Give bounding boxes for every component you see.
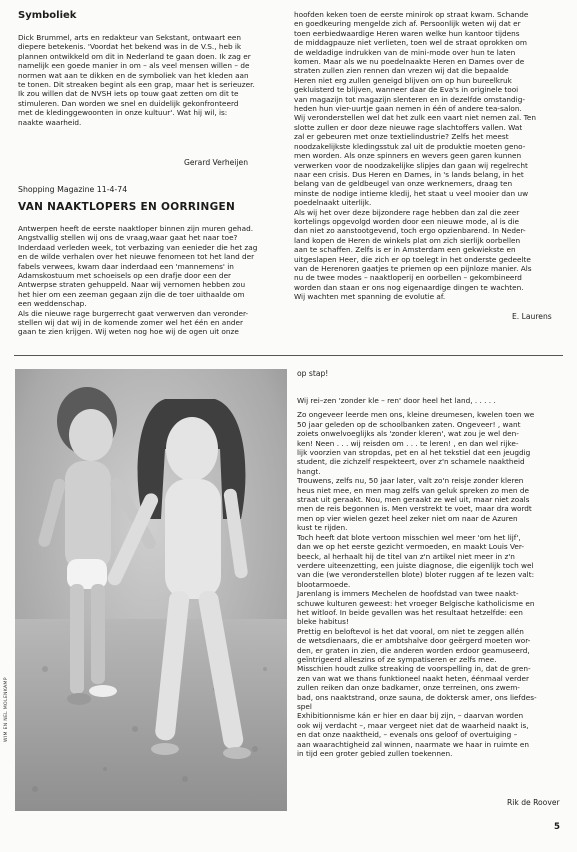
text-line: land kopen de Heren de winkels plat om zich sierlijk oorbellen	[294, 235, 521, 245]
text-line: hangt.	[297, 466, 321, 476]
text-line: geïntrigeerd alleszins of ze sympatiseren er zelfs mee.	[297, 654, 497, 664]
text-line: hoofden keken toen de eerste minirok op straat kwam. Schande	[294, 10, 529, 19]
text-line: Als die nieuwe rage burgerrecht gaat verwerven dan veronder-	[18, 308, 249, 318]
text-line: zullen reiken dan onze badkamer, onze terreinen, ons zwem-	[297, 683, 520, 693]
text-line: kortelings opgevolgd worden door een nieuwe mode, al is die	[294, 216, 519, 226]
symboliek-author: Gerard Verheijen	[184, 158, 249, 167]
text-line: in tijd een groter gebied zullen toekennen.	[297, 749, 453, 759]
text-line: plannen ontwikkeld om dit in Nederland te gaan doen. Ik zag er	[18, 51, 251, 61]
text-line: worden dan staan er ons nog eigenaardige dingen te wachten.	[294, 282, 524, 292]
symboliek-heading: Symboliek	[18, 10, 77, 21]
text-line: kust te rijden.	[297, 523, 348, 533]
text-line: Wij wachten met spanning de evolutie af.	[294, 292, 446, 302]
text-line: aan waarachtigheid zal winnen, naarmate we haar in ruimte en	[297, 739, 530, 749]
text-line: minste de nodige intieme kledij, het staat u veel mooier dan uw	[294, 188, 529, 198]
text-line: blootarmoede.	[297, 579, 351, 589]
essay-author: Rik de Roover	[507, 798, 560, 807]
text-line: bad, ons naaktstrand, onze sauna, de doktersk amer, ons liefdes-	[297, 692, 537, 702]
text-line: de weldadige indrukken van de mini-mode over hun te laten	[294, 47, 516, 57]
article-source: Shopping Magazine 11-4-74	[18, 185, 128, 194]
text-line: Ik zou willen dat de NVSH iets op touw gaat zetten om dit te	[18, 89, 239, 99]
text-line: namelijk een goede manier in om – als veel mensen willen – de	[18, 61, 250, 71]
photo-credit: WIM EN NEL MOLENKAMP	[4, 677, 9, 742]
text-line: men op vier wielen gezet heel zeker niet om naar de Azuren	[297, 513, 518, 523]
text-line: en de wilde verhalen over het nieuwe fenomeen tot het land der	[18, 252, 255, 262]
text-line: straten zullen zien rennen dan vrezen wij dat die bepaalde	[294, 66, 509, 76]
text-line: stellen wij dat wij in de komende zomer wel het één en ander	[18, 318, 243, 328]
text-line: komen. Maar als we nu poedelnaakte Heren en Dames over de	[294, 57, 525, 67]
text-line: slotte zullen er door deze nieuwe rage slachtoffers vallen. Wat	[294, 122, 523, 132]
text-line: stimuleren. Dan worden we snel en duidelijk gekonfronteerd	[18, 98, 239, 108]
text-line: Wij rei–zen 'zonder kle – ren' door heel het land, . . . . .	[297, 396, 496, 405]
article-title: VAN NAAKTLOPERS EN OORRINGEN	[18, 201, 236, 213]
text-line: ken! Neen . . . wij reisden om . . . te leren! , en dan wel rijke-	[297, 438, 519, 448]
text-line: verdere uiteenzetting, een juiste diagnose, die eigenlijk toch wel	[297, 560, 534, 570]
text-line: student, die zichzelf respekteert, over z'n schamele naaktheid	[297, 457, 525, 467]
essay-intro: op stap!	[297, 369, 329, 378]
article-body-left	[18, 224, 282, 337]
text-line: men de reis begonnen is. Men verstrekt te voet, maar dra wordt	[297, 504, 532, 514]
text-line: een weddenschap.	[18, 299, 87, 309]
text-line: naar een crisis. Dus Heren en Dames, in 's lands belang, in het	[294, 169, 524, 179]
text-line: naakte waarheid.	[18, 117, 82, 127]
essay-body	[297, 396, 565, 758]
article-author: E. Laurens	[512, 312, 552, 321]
text-line: Antwerpen heeft de eerste naaktloper binnen zijn muren gehad.	[18, 224, 254, 233]
text-line: bleke habitus!	[297, 617, 349, 627]
text-line: en dat onze naaktheid, – evenals ons geloof of overtuiging –	[297, 730, 518, 740]
text-line: uitgeslapen Heer, die zich er op toelegt in het onderste gedeelte	[294, 254, 531, 264]
text-line: van die (we veronderstellen blote) bloter ruggen af te lezen valt:	[297, 570, 535, 580]
text-line: belang van de geldbeugel van onze werknemers, draag ten	[294, 179, 513, 189]
text-line: Exhibitionnisme kán er hier en daar bij zijn, – daarvan worden	[297, 711, 524, 721]
text-line: heus niet mee, en men mag zelfs van geluk spreken zo men de	[297, 485, 529, 495]
text-line: Zo ongeveer leerde men ons, kleine dreumesen, kwelen toen we	[297, 410, 535, 420]
text-line: zal er gebeuren met onze textielindustrie? Zelfs het meest	[294, 132, 509, 142]
text-line: Wij veronderstellen wel dat het zulk een vaart niet nemen zal. Ten	[294, 113, 536, 123]
text-line: 50 jaar geleden op de schoolbanken zaten. Ongeveer! , want	[297, 419, 521, 429]
text-line: aan te schaffen. Zelfs is er in Amsterdam een gekwiekste en	[294, 245, 516, 255]
text-line: zoiets onwelvoeglijks als 'zonder kleren', wat zou je wel den-	[297, 429, 519, 439]
text-line: Dick Brummel, arts en redakteur van Sekstant, ontwaart een	[18, 33, 242, 42]
text-line: den, er graten in zien, die anderen worden erdoor geamuseerd,	[297, 645, 530, 655]
text-line: de wetsdienaars, die er ambtshalve door geërgerd moeten wor-	[297, 636, 531, 646]
text-line: toen eerbiedwaardige Heren waren welke hun kantoor tijdens	[294, 28, 520, 38]
article-body-right	[294, 10, 564, 302]
text-line: spel	[297, 702, 312, 711]
text-line: Prettig en beloftevol is het dat vooral, om niet te zeggen allén	[297, 626, 524, 636]
text-line: diepere betekenis. 'Voordat het bekend was in de V.S., heb ik	[18, 42, 242, 52]
text-line: noodzakelijkste kledingsstuk zal uit de produktie moeten geno-	[294, 141, 526, 151]
page-number: 5	[554, 822, 560, 832]
text-line: straat uit geraakt. Nou, men geraakt ze wel uit, maar niet zoals	[297, 495, 530, 505]
text-line: gekluisterd te blijven, wanneer daar de Eva's in originele tooi	[294, 85, 519, 95]
text-line: dan niet zo aanstootgevend, toch ergo opzienbarend. In Neder-	[294, 226, 526, 236]
text-line: Angstvallig stellen wij ons de vraag,waar gaat het naar toe?	[18, 233, 238, 243]
text-line: zen van wat we thans funktioneel naakt heten, éénmaal verder	[297, 673, 529, 683]
text-line: Heren niet erg zullen geneigd blijven om op hun bureelkruk	[294, 75, 512, 85]
text-line: heden hun vier-uurtje gaan nemen in één of andere tea-salon.	[294, 104, 522, 114]
text-line: verwerken voor de noodzakelijke slipjes dan gaan wij regelrecht	[294, 160, 528, 170]
text-line: normen wat aan te dikken en de symboliek van het kleden aan	[18, 70, 249, 80]
text-line: beeck, al herhaalt hij de titel van z'n artikel niet meer in z'n	[297, 551, 515, 561]
text-line: Inderdaad verleden week, tot verbazing van eenieder die het zag	[18, 242, 258, 252]
text-line: te tonen. Dit streaken begint als een grap, maar het is serieuzer.	[18, 80, 255, 90]
text-line: Adamskostuum met schoeisels op een drafje door een der	[18, 271, 232, 281]
text-line: en goedkeuring mengelde zich af. Persoonlijk weten wij dat er	[294, 19, 521, 29]
text-line: Als wij het over deze bijzondere rage hebben dan zal die zeer	[294, 207, 520, 217]
text-line: lijk voorzien van stropdas, pet en al het tekstiel dat een jeugdig	[297, 448, 531, 458]
text-line: Trouwens, zelfs nu, 50 jaar later, valt zo'n reisje zonder kleren	[297, 476, 524, 486]
text-line: met de kledinggewoonten in onze kultuur'. Wat hij wil, is:	[18, 108, 228, 118]
text-line: gaan te zien krijgen. Wij weten nog hoe wij de ogen uit onze	[18, 327, 239, 337]
text-line: het witloof. In beide gevallen was het resultaat hetzelfde: een	[297, 607, 523, 617]
text-line: Antwerpse straten gehuppeld. Naar wij vernomen hebben zou	[18, 280, 246, 290]
text-line: ook wij verdacht –, maar vergeet niet dat de waarheid naakt is,	[297, 720, 529, 730]
section-divider	[14, 355, 563, 356]
text-line: men worden. Als onze spinners en wevers geen garen kunnen	[294, 151, 522, 161]
text-line: het hier om een zeeman gegaan zijn die de toer uithaalde om	[18, 289, 245, 299]
text-line: fabels verwees, kwam daar inderdaad een 'mannemens' in	[18, 261, 234, 271]
children-photo	[15, 369, 287, 811]
text-line: schuwe kulturen geweest: het vroeger Belgische katholicisme en	[297, 598, 535, 608]
text-line: de middagpauze niet verlieten, toen wel de straat oprokken om	[294, 38, 527, 48]
text-line: van magazijn tot magazijn slenteren en in dezelfde omstandig-	[294, 94, 525, 104]
text-line: van de Herenoren gaatjes te priemen op een pijnloze manier. Als	[294, 263, 532, 273]
text-line: Misschien houdt zulke streaking de voorspelling in, dat de gren-	[297, 664, 531, 674]
text-line: Toch heeft dat blote vertoon misschien wel meer 'om het lijf',	[297, 532, 521, 542]
symboliek-body	[18, 33, 282, 127]
text-line: poedelnaakt uiterlijk.	[294, 198, 372, 208]
text-line: nu de twee modes – naaktloperij en oorbellen – gekombineerd	[294, 273, 522, 283]
text-line: dan we op het eerste gezicht vermoeden, en maakt Louis Ver-	[297, 542, 525, 552]
text-line: Jarenlang is immers Mechelen de hoofdstad van twee naakt-	[297, 589, 519, 599]
